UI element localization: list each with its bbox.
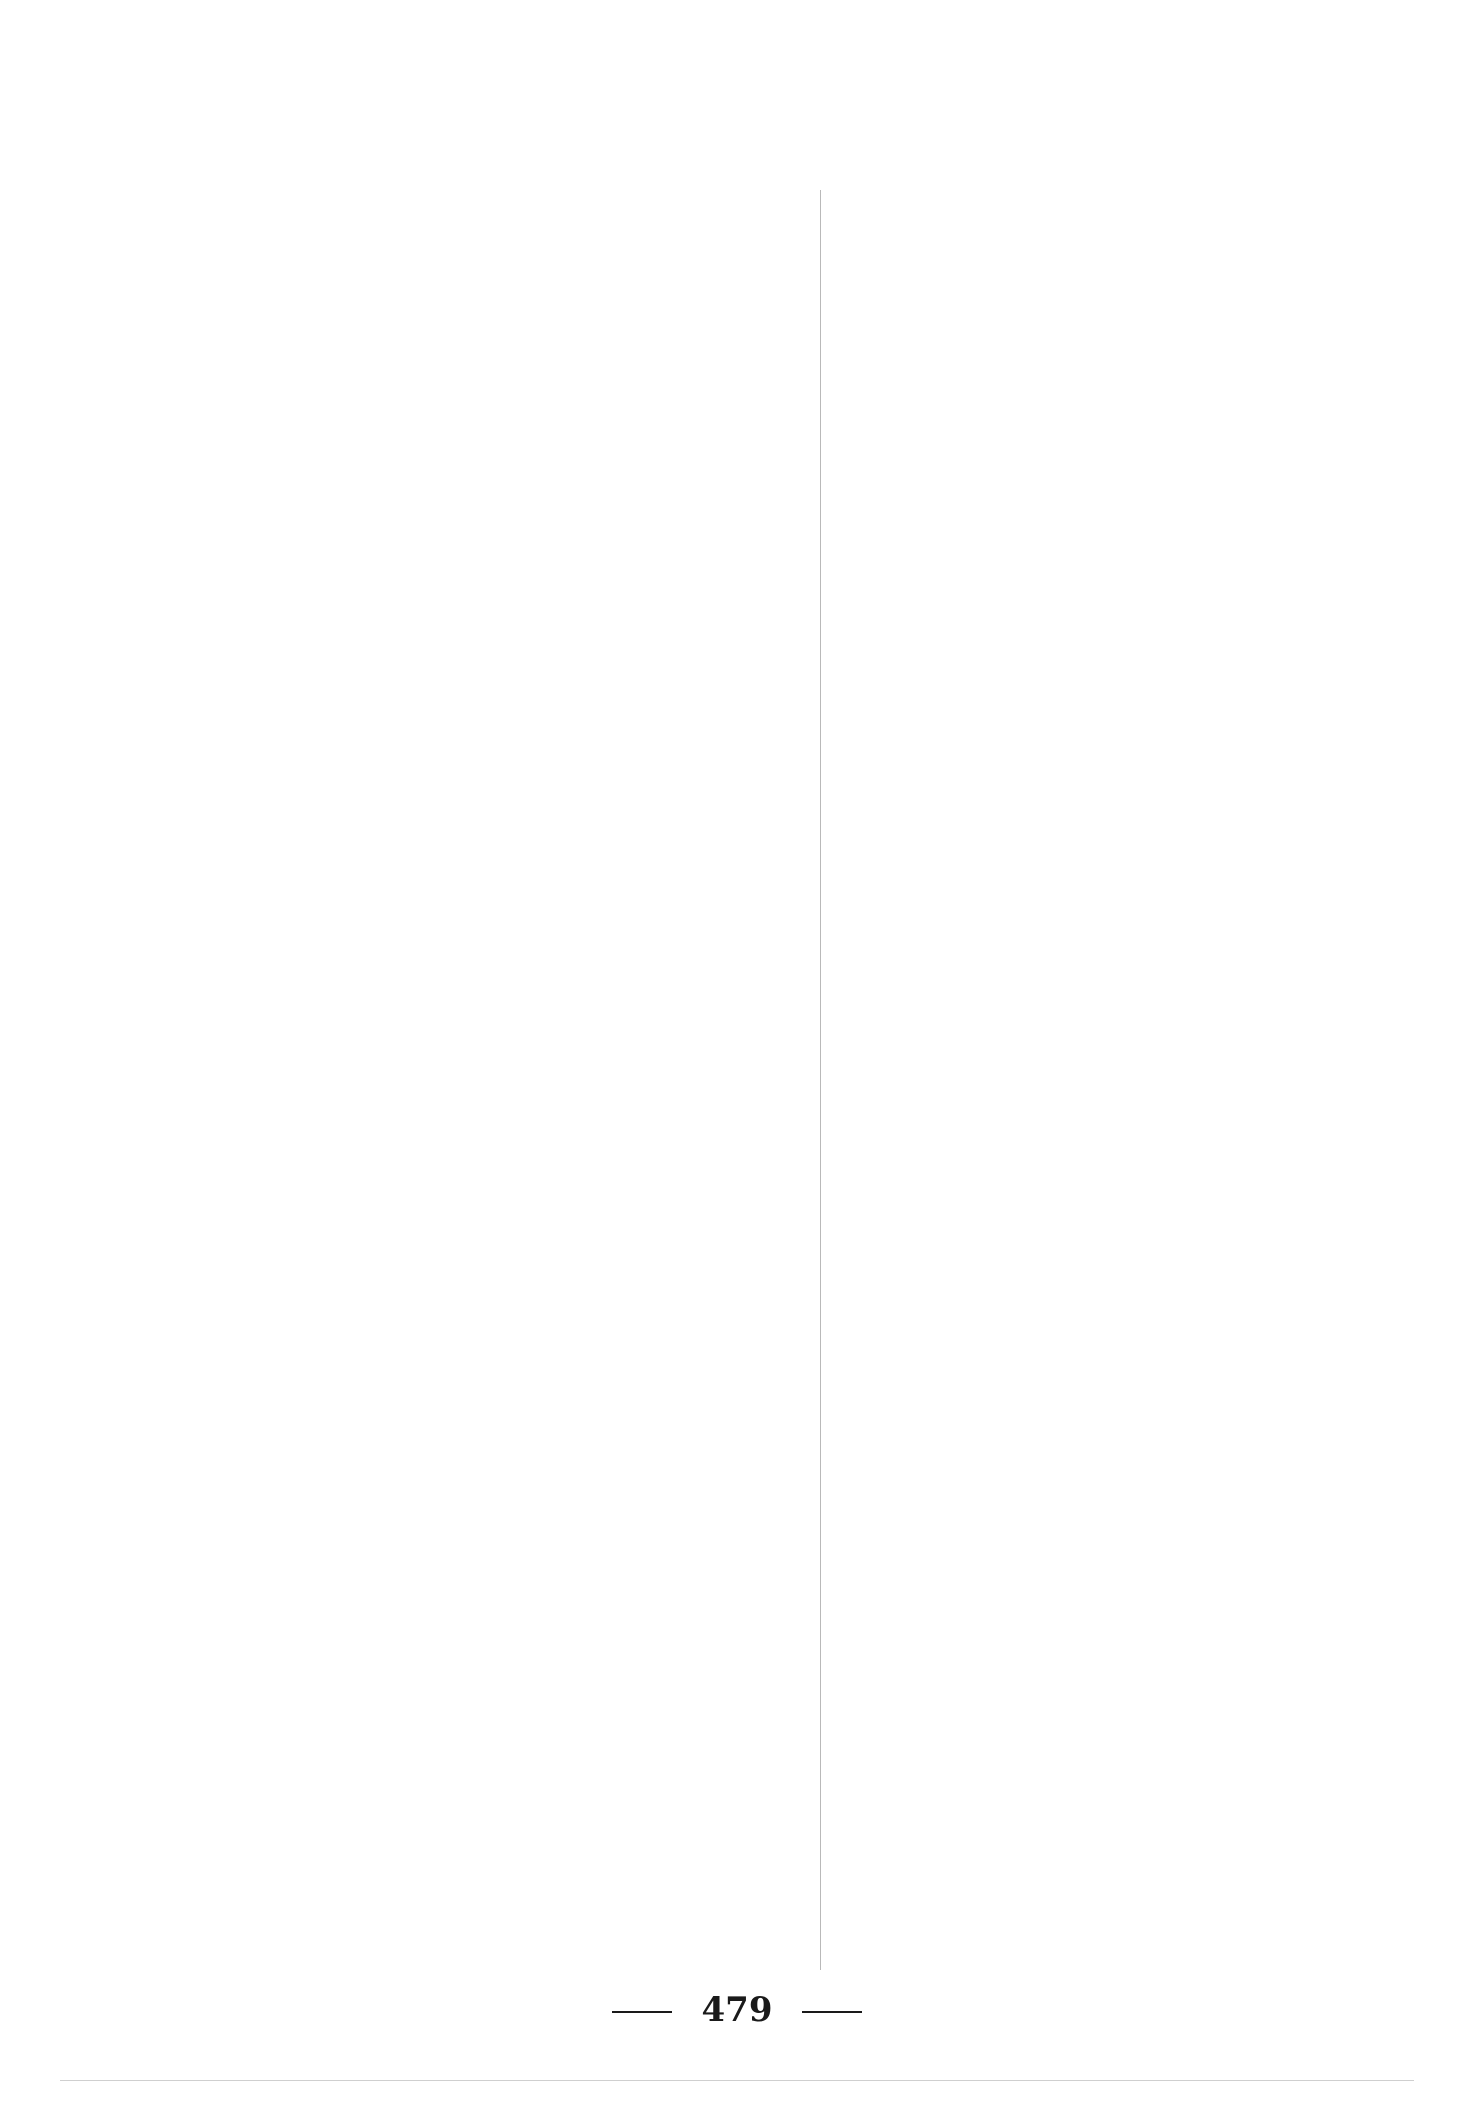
right-column xyxy=(845,190,1445,219)
column-divider xyxy=(820,190,821,1970)
page-number: 479 xyxy=(701,1990,773,2030)
footer-dash-left xyxy=(612,2011,672,2013)
page-footer xyxy=(0,1990,1474,2030)
bottom-rule xyxy=(60,2080,1414,2081)
footer-dash-right xyxy=(802,2011,862,2013)
